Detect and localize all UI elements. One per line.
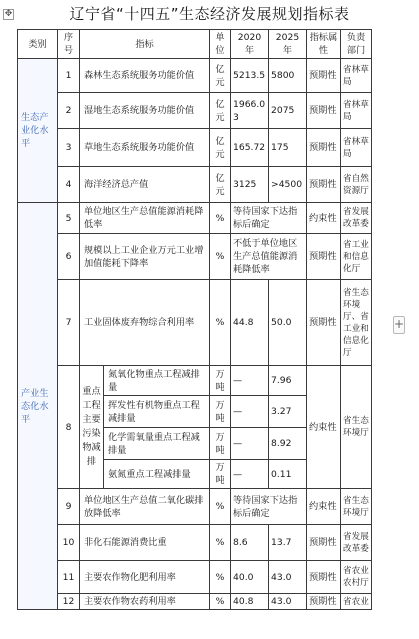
cell-unit[interactable]: 亿元	[210, 167, 231, 203]
category-ind: 产业生态化水平	[21, 387, 49, 425]
table-row	[18, 489, 372, 525]
cell-unit[interactable]: 亿元	[210, 59, 231, 93]
table-row	[18, 167, 372, 203]
cell-indicator[interactable]: 规模以上工业企业万元工业增加值能耗下降率	[80, 234, 210, 280]
cell-dept[interactable]: 省农业	[341, 594, 372, 610]
indicator-table	[17, 29, 372, 610]
cell-seq[interactable]: 9	[58, 489, 80, 525]
cell-unit[interactable]: 亿元	[210, 129, 231, 167]
cell-2025[interactable]: 13.7	[269, 525, 307, 561]
table-row	[18, 234, 372, 280]
category-eco: 生态产业化水平	[21, 112, 49, 149]
cell-dept[interactable]: 省农业农村厅	[341, 561, 372, 594]
cell-unit[interactable]: 万吨	[210, 366, 231, 396]
table-row	[18, 280, 372, 366]
header-seq: 序号	[58, 30, 80, 59]
header-indicator: 指标	[80, 30, 210, 59]
cell-unit[interactable]: 万吨	[210, 428, 231, 460]
cell-attr[interactable]: 预期性	[307, 594, 341, 610]
cell-2025[interactable]: 3.27	[269, 396, 307, 428]
add-column-plus-icon[interactable]: +	[393, 316, 405, 334]
cell-group[interactable]: 重点工程主要污染物减排	[80, 366, 104, 489]
cell-unit[interactable]: 万吨	[210, 460, 231, 489]
cell-attr[interactable]: 预期性	[307, 59, 341, 93]
table-row	[18, 525, 372, 561]
cell-seq[interactable]: 5	[58, 203, 80, 234]
table-move-handle-icon[interactable]: ✥	[4, 9, 13, 19]
cell-seq[interactable]: 3	[58, 129, 80, 167]
header-dept: 负责部门	[341, 30, 372, 59]
cell-sub-indicator[interactable]: 挥发性有机物重点工程减排量	[104, 396, 210, 428]
cell-2025[interactable]: 43.0	[269, 594, 307, 610]
cell-unit[interactable]: %	[210, 561, 231, 594]
cell-dept[interactable]: 省林草局	[341, 129, 372, 167]
cell-seq[interactable]: 7	[58, 280, 80, 366]
cell-2020[interactable]: 1966.03	[231, 93, 269, 129]
cell-sub-indicator[interactable]: 氮氧化物重点工程减排量	[104, 366, 210, 396]
cell-attr[interactable]: 预期性	[307, 525, 341, 561]
cell-seq[interactable]: 1	[58, 59, 80, 93]
cell-target[interactable]: 等待国家下达指标后确定	[231, 489, 307, 525]
cell-dept[interactable]: 省发展改革委	[341, 525, 372, 561]
cell-unit[interactable]: 亿元	[210, 93, 231, 129]
cell-2020[interactable]: —	[231, 366, 269, 396]
cell-2025[interactable]: 43.0	[269, 561, 307, 594]
cell-indicator[interactable]: 草地生态系统服务功能价值	[80, 129, 210, 167]
cell-2020[interactable]: 40.8	[231, 594, 269, 610]
cell-target[interactable]: 等待国家下达指标后确定	[231, 203, 307, 234]
cell-indicator[interactable]: 工业固体废弃物综合利用率	[80, 280, 210, 366]
cell-unit[interactable]: %	[210, 234, 231, 280]
cell-dept[interactable]: 省生态环境厅、省工业和信息化厅	[341, 280, 372, 366]
cell-indicator[interactable]: 非化石能源消费比重	[80, 525, 210, 561]
header-2025: 2025 年	[269, 30, 307, 59]
cell-attr[interactable]: 预期性	[307, 234, 341, 280]
cell-unit[interactable]: %	[210, 594, 231, 610]
header-category: 类别	[18, 30, 58, 59]
cell-2020[interactable]: 8.6	[231, 525, 269, 561]
category-ind-cell[interactable]	[18, 203, 58, 610]
cell-2025[interactable]: 50.0	[269, 280, 307, 366]
cell-indicator[interactable]: 森林生态系统服务功能价值	[80, 59, 210, 93]
cell-attr[interactable]: 约束性	[307, 366, 341, 489]
cell-2025[interactable]: 8.92	[269, 428, 307, 460]
cell-dept[interactable]: 省自然资源厅	[341, 167, 372, 203]
cell-attr[interactable]: 预期性	[307, 93, 341, 129]
cell-2025[interactable]: 5800	[269, 59, 307, 93]
cell-indicator[interactable]: 主要农作物化肥利用率	[80, 561, 210, 594]
cell-attr[interactable]: 预期性	[307, 561, 341, 594]
table-row	[18, 561, 372, 594]
cell-dept[interactable]: 省工业和信息化厅	[341, 234, 372, 280]
cell-seq[interactable]: 11	[58, 561, 80, 594]
table-header-row	[18, 30, 372, 59]
header-unit: 单位	[210, 30, 231, 59]
cell-unit[interactable]: %	[210, 525, 231, 561]
table-row	[18, 129, 372, 167]
cell-dept[interactable]: 省林草局	[341, 59, 372, 93]
cell-target[interactable]: 不低于单位地区生产总值能源消耗降低率	[231, 234, 307, 280]
cell-dept[interactable]: 省林草局	[341, 93, 372, 129]
cell-seq[interactable]: 6	[58, 234, 80, 280]
cell-2025[interactable]: 175	[269, 129, 307, 167]
header-2020: 2020 年	[231, 30, 269, 59]
table-row	[18, 59, 372, 93]
cell-2020[interactable]: —	[231, 460, 269, 489]
cell-2020[interactable]: —	[231, 396, 269, 428]
cell-attr[interactable]: 约束性	[307, 203, 341, 234]
cell-attr[interactable]: 预期性	[307, 129, 341, 167]
cell-unit[interactable]: %	[210, 489, 231, 525]
cell-sub-indicator[interactable]: 氨氮重点工程减排量	[104, 460, 210, 489]
cell-dept[interactable]: 省生态环境厅	[341, 489, 372, 525]
cell-indicator[interactable]: 主要农作物农药利用率	[80, 594, 210, 610]
cell-seq[interactable]: 10	[58, 525, 80, 561]
cell-dept[interactable]: 省发展改革委	[341, 203, 372, 234]
cell-indicator[interactable]: 湿地生态系统服务功能价值	[80, 93, 210, 129]
cell-unit[interactable]: %	[210, 280, 231, 366]
cell-unit[interactable]: 万吨	[210, 396, 231, 428]
cell-2020[interactable]: 3125	[231, 167, 269, 203]
cell-2020[interactable]: 5213.5	[231, 59, 269, 93]
cell-seq[interactable]: 8	[58, 366, 80, 489]
cell-2025[interactable]: 7.96	[269, 366, 307, 396]
cell-indicator[interactable]: 单位地区生产总值二氧化碳排放降低率	[80, 489, 210, 525]
cell-2025[interactable]: >4500	[269, 167, 307, 203]
header-attr: 指标属性	[307, 30, 341, 59]
cell-indicator[interactable]: 单位地区生产总值能源消耗降低率	[80, 203, 210, 234]
table-row	[18, 93, 372, 129]
cell-2020[interactable]: 44.8	[231, 280, 269, 366]
cell-indicator[interactable]: 海洋经济总产值	[80, 167, 210, 203]
category-eco-cell[interactable]	[18, 59, 58, 203]
table-row	[18, 366, 372, 396]
cell-attr[interactable]: 约束性	[307, 489, 341, 525]
table-row	[18, 594, 372, 610]
cell-seq[interactable]: 2	[58, 93, 80, 129]
cell-seq[interactable]: 12	[58, 594, 80, 610]
cell-2025[interactable]: 0.11	[269, 460, 307, 489]
cell-2025[interactable]: 2075	[269, 93, 307, 129]
cell-unit[interactable]: %	[210, 203, 231, 234]
cell-2020[interactable]: 40.0	[231, 561, 269, 594]
page-title: 辽宁省“十四五”生态经济发展规划指标表	[69, 5, 350, 23]
table-row	[18, 203, 372, 234]
cell-dept[interactable]: 省生态环境厅	[341, 366, 372, 489]
cell-2020[interactable]: 165.72	[231, 129, 269, 167]
cell-seq[interactable]: 4	[58, 167, 80, 203]
cell-attr[interactable]: 预期性	[307, 167, 341, 203]
cell-attr[interactable]: 预期性	[307, 280, 341, 366]
cell-sub-indicator[interactable]: 化学需氧量重点工程减排量	[104, 428, 210, 460]
cell-2020[interactable]: —	[231, 428, 269, 460]
